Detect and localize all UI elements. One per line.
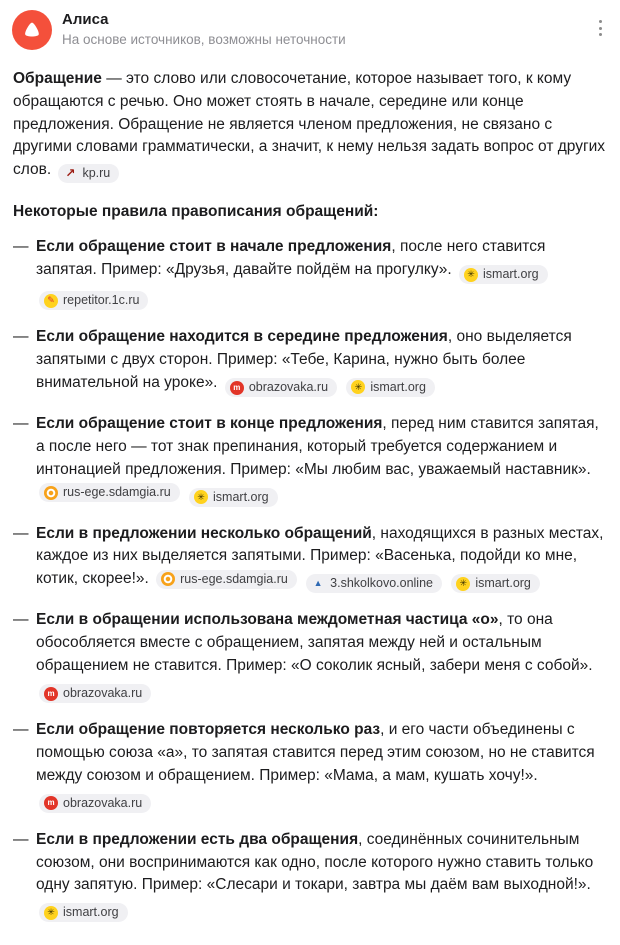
rule-text: , после него ставится запятая. Пример: «Друзья, давайте пойдём на прогулку». bbox=[36, 238, 546, 279]
list-dash: — bbox=[13, 328, 29, 346]
definition-text: — это слово или словосочетание, которое называет того, к кому обращаются с речью. Оно может стоять в начале, середине или конце предложения. Обращение не является членом предложения, не связано с другими словами грамматически, а значит, к нему нельзя задать вопрос от других слов. bbox=[13, 70, 606, 179]
header-texts bbox=[62, 10, 593, 48]
sdamgia-favicon-icon bbox=[44, 486, 58, 500]
rule-item-1 bbox=[13, 236, 607, 311]
definition-paragraph bbox=[13, 68, 607, 184]
shkolkovo-favicon-icon bbox=[311, 577, 325, 591]
list-dash: — bbox=[13, 830, 29, 848]
source-badge-ismart-org[interactable] bbox=[39, 903, 128, 922]
source-badge-repetitor-1c-ru[interactable] bbox=[39, 291, 148, 310]
source-label: repetitor.1c.ru bbox=[63, 293, 140, 308]
source-label: ismart.org bbox=[213, 489, 269, 504]
rule-text: , перед ним ставится запятая, а после него — тот знак препинания, который требуется содержанием и интонацией предложения. Пример: «Мы любим вас, уважаемый наставник». bbox=[36, 415, 599, 478]
list-dash: — bbox=[13, 524, 29, 542]
rule-item-6 bbox=[13, 719, 607, 814]
rule-text: , то она обособляется вместе с обращением, запятая между ней и остальным обращением не ставится. Пример: «О соколик ясный, забери меня с собой». bbox=[36, 611, 593, 674]
rule-lead: Если обращение стоит в начале предложения bbox=[36, 238, 392, 256]
source-badge-rus-ege-sdamgia-ru[interactable] bbox=[156, 570, 297, 589]
source-label: obrazovaka.ru bbox=[63, 795, 143, 810]
list-dash: — bbox=[13, 238, 29, 256]
rule-item-4 bbox=[13, 523, 607, 595]
rule-item-2 bbox=[13, 326, 607, 398]
source-label: rus-ege.sdamgia.ru bbox=[180, 571, 288, 586]
source-label: obrazovaka.ru bbox=[248, 380, 329, 395]
source-badge-ismart-org[interactable] bbox=[189, 488, 278, 507]
sdamgia-favicon-icon bbox=[161, 572, 175, 586]
rule-item-5 bbox=[13, 609, 607, 704]
rule-text: , и его части объединены с помощью союза «а», то запятая ставится перед этим союзом, но не ставится между союзом и обращением. Пример: «Мама, а мам, кушать хочу!». bbox=[36, 721, 595, 784]
source-badge-obrazovaka-ru[interactable] bbox=[39, 684, 151, 703]
rule-text: , соединённых сочинительным союзом, они воспринимаются как одно, после которого нужно ставить только одну запятую. Пример: «Слесари и токари, завтра мы даём вам выходной!». bbox=[36, 830, 594, 894]
rule-lead: Если в предложении есть два обращения bbox=[36, 830, 359, 848]
rule-lead: Если в обращении использована междометная частица «о» bbox=[36, 611, 499, 629]
source-label: obrazovaka.ru bbox=[63, 686, 143, 700]
rule-lead: Если обращение стоит в конце предложения bbox=[36, 415, 383, 433]
source-label: ismart.org bbox=[63, 905, 119, 920]
source-badge-obrazovaka-ru[interactable] bbox=[225, 378, 337, 397]
rule-lead: Если обращение повторяется несколько раз bbox=[36, 721, 381, 738]
rules-heading: Некоторые правила правописания обращений: bbox=[13, 202, 379, 220]
source-badge-obrazovaka-ru[interactable] bbox=[39, 794, 151, 813]
list-dash: — bbox=[13, 415, 29, 433]
assistant-header bbox=[0, 0, 620, 56]
rule-text: , находящихся в разных местах, каждое из них выделяется запятыми. Пример: «Васенька, подойди ко мне, котик, скорее!». bbox=[36, 524, 604, 588]
rule-lead: Если в предложении несколько обращений bbox=[36, 524, 372, 542]
source-badge-rus-ege-sdamgia-ru[interactable] bbox=[39, 483, 180, 502]
ismart-favicon-icon bbox=[456, 577, 470, 591]
list-dash: — bbox=[13, 721, 29, 738]
ismart-favicon-icon bbox=[464, 268, 478, 282]
ismart-favicon-icon bbox=[194, 490, 208, 504]
obrazovaka-favicon-icon bbox=[230, 381, 244, 395]
source-badge-3-shkolkovo-online[interactable] bbox=[306, 574, 442, 593]
ismart-favicon-icon bbox=[44, 906, 58, 920]
source-badge-kp-ru[interactable] bbox=[58, 164, 119, 183]
list-dash: — bbox=[13, 611, 29, 629]
sources-disclaimer: На основе источников, возможны неточности bbox=[62, 32, 346, 47]
kebab-menu-icon[interactable] bbox=[593, 12, 608, 44]
rule-lead: Если обращение находится в середине предложения bbox=[36, 328, 448, 346]
source-badge-ismart-org[interactable] bbox=[346, 378, 435, 397]
kp-favicon-icon bbox=[63, 166, 77, 180]
answer-body bbox=[0, 56, 620, 945]
assistant-name: Алиса bbox=[62, 11, 109, 28]
rule-item-3 bbox=[13, 413, 607, 507]
source-badge-ismart-org[interactable] bbox=[459, 265, 548, 284]
term: Обращение bbox=[13, 70, 102, 87]
source-label: kp.ru bbox=[82, 165, 111, 180]
obrazovaka-favicon-icon bbox=[44, 796, 58, 810]
repetitor-1c-favicon-icon bbox=[44, 294, 58, 308]
alice-logo-icon bbox=[12, 10, 52, 50]
obrazovaka-favicon-icon bbox=[44, 687, 58, 701]
source-label: ismart.org bbox=[483, 267, 539, 282]
rule-text: , оно выделяется запятыми с двух сторон. Пример: «Тебе, Карина, нужно быть более внимательной на уроке». bbox=[36, 328, 572, 391]
rule-item-7 bbox=[13, 829, 607, 923]
source-label: rus-ege.sdamgia.ru bbox=[63, 485, 171, 500]
source-badge-ismart-org[interactable] bbox=[451, 574, 540, 593]
ismart-favicon-icon bbox=[351, 380, 365, 394]
source-label: ismart.org bbox=[370, 379, 426, 394]
source-label: 3.shkolkovo.online bbox=[330, 576, 433, 591]
source-label: ismart.org bbox=[475, 576, 531, 591]
